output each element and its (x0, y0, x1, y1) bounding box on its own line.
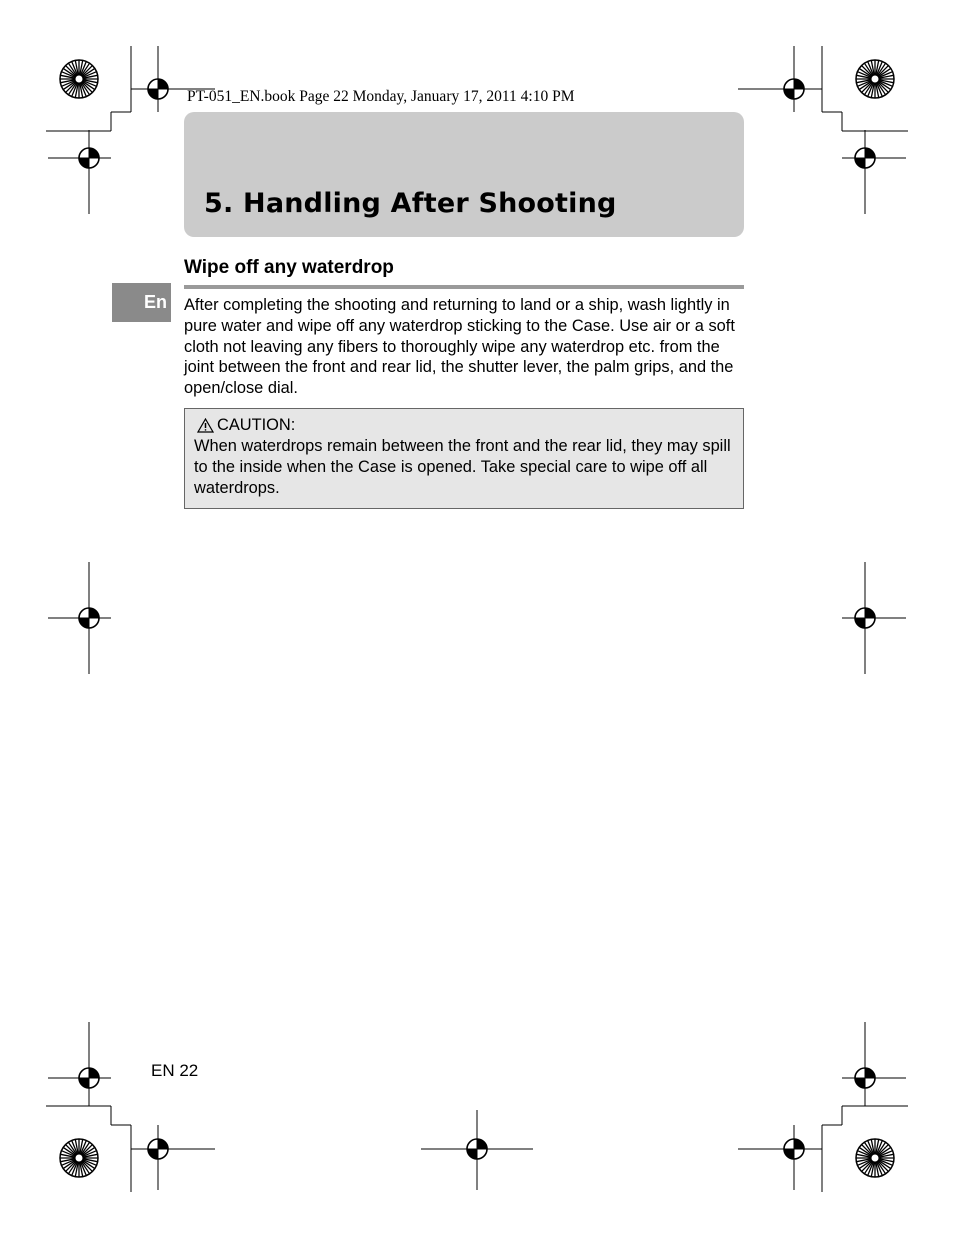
caution-header (194, 415, 735, 436)
caution-box (184, 408, 744, 509)
page-number: EN 22 (151, 1061, 199, 1080)
caution-label: CAUTION: (217, 416, 296, 434)
warning-triangle-icon (197, 418, 214, 433)
title-banner (184, 112, 744, 237)
section-divider (184, 285, 744, 289)
section-body: After completing the shooting and returning to land or a ship, wash lightly in pure water and wipe off any waterdrop sticking to the Case. Use air or a soft cloth not leaving any fibers to thoroughly wipe any waterdrop etc. from the joint between the front and rear lid, the shutter lever, the palm grips, and the open/close dial. (184, 296, 735, 398)
section-heading: Wipe off any waterdrop (184, 257, 394, 278)
page-title: 5. Handling After Shooting (204, 188, 617, 219)
language-tab: En (112, 283, 171, 322)
caution-text: When waterdrops remain between the front and the rear lid, they may spill to the inside when the Case is opened. Take special care to wipe off all waterdrops. (194, 437, 731, 497)
running-head: PT-051_EN.book Page 22 Monday, January 17, 2011 4:10 PM (187, 88, 575, 105)
